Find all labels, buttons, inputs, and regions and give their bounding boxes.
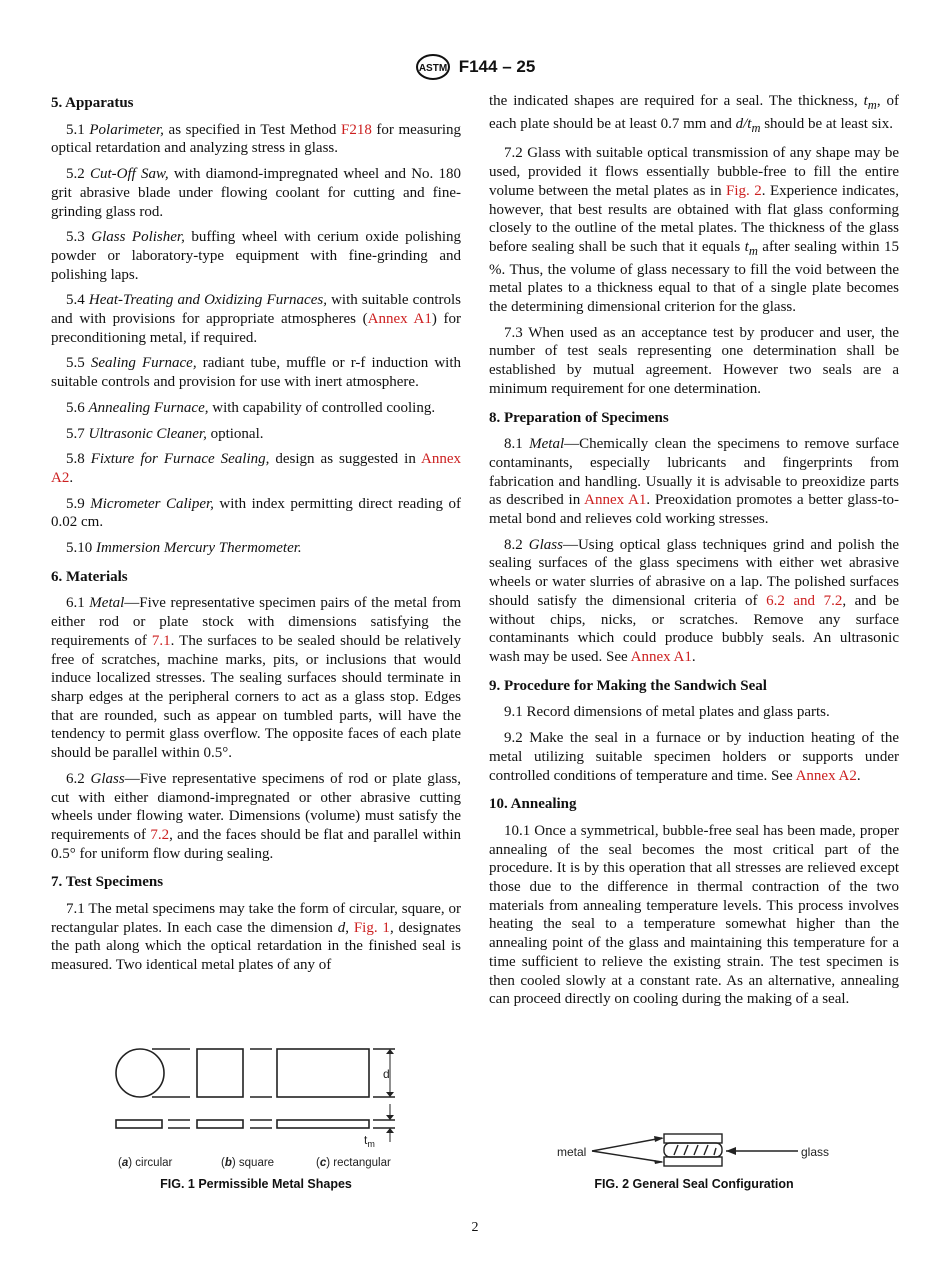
paragraph-7-2: 7.2 Glass with suitable optical transmission of any shape may be used, provided it flows essentially bubble-free to fill the entire volume between the metal plates as in Fig. 2. Experience indicates, however, that best results are obtained with flat glass conforming closely to the outline of the metal plates. The thickness of the glass before sealing shall be such that it equals $t_m$ after sealing within 15 %. Thus, the volume of glass necessary to fill the void between the metal plates to a thickness equal to that of a single plate becomes the determining dimensional criterion for the glass. bbox=[489, 145, 899, 316]
figure-1-drawing bbox=[90, 1030, 430, 1170]
paragraph-7-3: 7.3 When used as an acceptance test by producer and user, the number of test seals representing one determination shall be established by mutual agreement. However two seals are a minimum requirement for one determination. bbox=[489, 324, 899, 397]
square-plate-side bbox=[197, 1120, 243, 1128]
circular-plate-shape bbox=[116, 1049, 164, 1097]
circular-plate-side bbox=[116, 1120, 162, 1128]
paragraph-5-6: 5.6 Annealing Furnace, with capability of controlled cooling. bbox=[66, 399, 436, 416]
glass-layer bbox=[664, 1143, 722, 1157]
rectangular-plate-side bbox=[277, 1120, 369, 1128]
paragraph-10-1: 10.1 Once a symmetrical, bubble-free seal has been made, proper annealing of the seal becomes the most critical part of the procedure. It is by this operation that all stresses are relieved except those due to the difference in thermal contraction of the two materials from annealing temperature levels. This process involves heating the seal to a temperature somewhat higher than the annealing point of the glass and maintaining this temperature for a time sufficient to relieve the existing strain. The test specimen is then cooled slowly at a constant rate. As an alternative, annealing can proceed directly on cooling during the making of a seal. bbox=[489, 822, 899, 1008]
paragraph-7-1-continued: the indicated shapes are required for a seal. The thickness, $t_m$, of each plate should be at least 0.7 mm and $d/t_m$ should be at least six. bbox=[489, 93, 899, 135]
bottom-metal-plate bbox=[664, 1157, 722, 1166]
paragraph-5-4: 5.4 Heat-Treating and Oxidizing Furnaces, with suitable controls and with provisions for appropriate atmospheres (Annex A1) for preconditioning metal, if required. bbox=[51, 292, 461, 346]
section-heading: 5. Apparatus bbox=[51, 95, 134, 111]
right-column bbox=[489, 92, 899, 1016]
paragraph-7-1: 7.1 The metal specimens may take the form of circular, square, or rectangular plates. In each case the dimension d, Fig. 1, designates the path along which the optical retardation in the finished seal is measured. Two identical metal plates of any of bbox=[51, 901, 462, 974]
paragraph-5-7: 5.7 Ultrasonic Cleaner, optional. bbox=[66, 425, 264, 442]
link-7-1[interactable]: 7.1 bbox=[151, 632, 171, 649]
label-glass: glass bbox=[801, 1145, 830, 1159]
link-annex-a1[interactable]: Annex A1 bbox=[584, 492, 647, 509]
label-metal: metal bbox=[557, 1145, 587, 1159]
top-metal-plate bbox=[664, 1134, 722, 1143]
page-header bbox=[0, 52, 950, 82]
paragraph-5-2: 5.2 Cut-Off Saw, with diamond-impregnated wheel and No. 180 grit abrasive blade under flowing coolant for cutting and fine-grinding glass rod. bbox=[51, 166, 462, 220]
astm-logo-icon bbox=[415, 53, 451, 81]
dimension-d-label: d bbox=[383, 1067, 390, 1081]
section-heading: 6. Materials bbox=[51, 568, 128, 585]
paragraph-8-1: 8.1 Metal—Chemically clean the specimens to remove surface contaminants, especially lubricants and fingerprints from fabrication and handling. Usually it is advisable to preoxidize parts as described in Annex A1. Preoxidation promotes a better glass-to-metal bond and relieves cold working stresses. bbox=[489, 436, 900, 528]
square-plate-shape bbox=[197, 1049, 243, 1097]
paragraph-9-2: 9.2 Make the seal in a furnace or by induction heating of the metal utilizing suitable specimen holders or supports under controlled conditions of temperature and time. See Annex A2. bbox=[489, 730, 899, 784]
label-circular: (a) circular bbox=[118, 1157, 173, 1169]
svg-text:ASTM: ASTM bbox=[418, 63, 447, 74]
paragraph-5-1: 5.1 Polarimeter, as specified in Test Method F218 for measuring optical retardation and analyzing stress in glass. bbox=[51, 121, 461, 157]
link-annex-a2[interactable]: Annex A2 bbox=[795, 767, 857, 784]
paragraph-9-1: 9.1 Record dimensions of metal plates and glass parts. bbox=[504, 704, 830, 721]
link-annex-a1[interactable]: Annex A1 bbox=[630, 648, 692, 665]
document-designation: F144 – 25 bbox=[458, 57, 536, 76]
paragraph-5-9: 5.9 Micrometer Caliper, with index permitting direct reading of 0.02 cm. bbox=[51, 495, 461, 531]
section-heading: 9. Procedure for Making the Sandwich Seal bbox=[489, 677, 767, 694]
paragraph-6-2: 6.2 Glass—Five representative specimens of rod or plate glass, cut with either diamond-impregnated or other abrasive cutting wheels under flowing water. Dimensions (volume) must satisfy the requirements of 7.2, and the faces should be flat and parallel within 0.5° for uniform flow during sealing. bbox=[51, 770, 462, 862]
figure-2-caption: FIG. 2 General Seal Configuration bbox=[594, 1177, 794, 1191]
paragraph-5-3: 5.3 Glass Polisher, buffing wheel with cerium oxide polishing powder or laboratory-type equipment with fine-grinding and polishing laps. bbox=[51, 229, 462, 283]
section-heading: 7. Test Specimens bbox=[51, 874, 164, 891]
figure-2 bbox=[540, 1030, 860, 1175]
section-heading: 8. Preparation of Specimens bbox=[489, 409, 669, 426]
paragraph-6-1: 6.1 Metal—Five representative specimen pairs of the metal from either rod or plate stock with dimensions satisfying the requirements of 7.1. The surfaces to be sealed should be relatively free of scratches, machine marks, pits, or inclusions that would induce localized stresses. The sealing surfaces should terminate in sharp edges at the peripheral corners to act as a glass stop. Edges that are rounded, such as appear on tumbled parts, will have the tendency to permit glass overflow. The opposite faces of each plate should be parallel within 0.5°. bbox=[51, 595, 461, 762]
paragraph-5-5: 5.5 Sealing Furnace, radiant tube, muffle or r-f induction with suitable controls and provision for use with inert atmosphere. bbox=[51, 355, 461, 391]
paragraph-5-10: 5.10 Immersion Mercury Thermometer. bbox=[66, 540, 302, 557]
paragraph-5-8: 5.8 Fixture for Furnace Sealing, design as suggested in Annex A2. bbox=[51, 451, 462, 486]
link-annex-a2[interactable]: Annex A2 bbox=[51, 451, 462, 486]
link-f218[interactable]: F218 bbox=[340, 121, 372, 138]
link-7-2[interactable]: 7.2 bbox=[150, 826, 170, 843]
link-fig-1[interactable]: Fig. 1 bbox=[353, 919, 390, 936]
dimension-tm-label: $t_m$ bbox=[364, 1133, 375, 1149]
page-number: 2 bbox=[471, 1220, 479, 1235]
figure-1-caption: FIG. 1 Permissible Metal Shapes bbox=[160, 1177, 352, 1191]
figure-1 bbox=[90, 1030, 430, 1175]
label-rectangular: (c) rectangular bbox=[316, 1157, 391, 1169]
link-annex-a1[interactable]: Annex A1 bbox=[367, 311, 432, 328]
figure-2-drawing bbox=[540, 1030, 860, 1170]
link-fig-2[interactable]: Fig. 2 bbox=[726, 182, 762, 199]
link-6-2-and-7-2[interactable]: 6.2 and 7.2 bbox=[766, 592, 843, 609]
rectangular-plate-shape bbox=[277, 1049, 369, 1097]
section-heading: 10. Annealing bbox=[489, 796, 577, 813]
paragraph-8-2: 8.2 Glass—Using optical glass techniques grind and polish the sealing surfaces of the glass specimens with either wet abrasive wheels or water slurries of abrasive on a lap. The polished surfaces should satisfy the dimensional criteria of 6.2 and 7.2, and be without chips, nicks, or scratches. Remove any surface contaminants which could produce bubbly seals. An ultrasonic wash may be used. See Annex A1. bbox=[489, 536, 900, 665]
left-column bbox=[51, 92, 461, 982]
label-square: (b) square bbox=[221, 1157, 275, 1169]
